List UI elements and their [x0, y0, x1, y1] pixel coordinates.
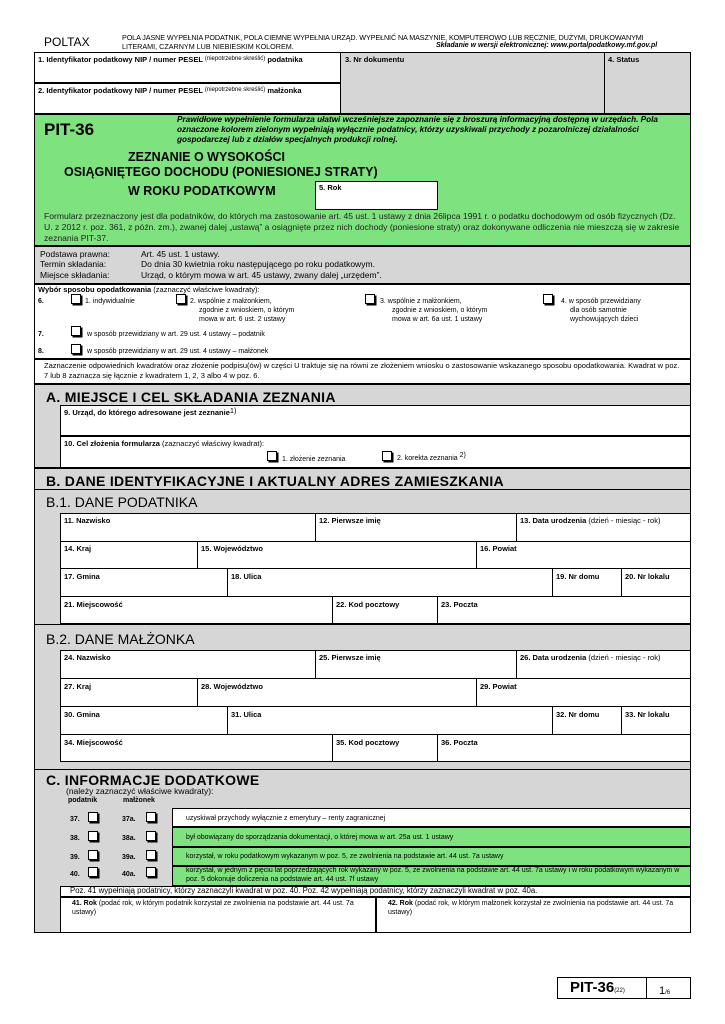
spouse-birth-date-label: 26. Data urodzenia: [520, 653, 587, 662]
voivodeship-label: 15. Województwo: [201, 544, 263, 553]
option-6-3-label-3: mowa w art. 6a ust. 1 ustawy: [392, 316, 483, 323]
surname-label: 11. Nazwisko: [64, 516, 111, 525]
option-7-label: w sposób przewidziany w art. 29 ust. 4 ustawy – podatnik: [87, 331, 265, 338]
tax-year-label: 5. Rok: [319, 183, 342, 192]
row-37-taxpayer-checkbox[interactable]: [88, 812, 98, 822]
section-b-title: B. DANE IDENTYFIKACYJNE I AKTUALNY ADRES ZAMIESZKANIA: [46, 473, 504, 489]
option-6-3-label-1: 3. wspólnie z małżonkiem,: [380, 298, 462, 305]
footer-form-code: [570, 979, 625, 997]
option-6-2-checkbox[interactable]: [176, 294, 186, 304]
row-37-spouse-checkbox[interactable]: [146, 812, 156, 822]
instructions-line-1: POLA JASNE WYPEŁNIA PODATNIK, POLA CIEMNE WYPEŁNIA URZĄD. WYPEŁNIĆ NA MASZYNIE, KOMPUTEROWO LUB RĘCZNIE, DUŻYMI, DRUKOWANYMI: [122, 33, 644, 42]
house-number-label: 19. Nr domu: [556, 572, 600, 581]
street-field[interactable]: [228, 568, 552, 596]
row-37a-number: 37a.: [122, 816, 136, 823]
row-38-taxpayer-checkbox[interactable]: [88, 831, 98, 841]
form-purpose-label: 10. Cel złożenia formularza: [64, 439, 160, 448]
nip-spouse-note: (niepotrzebne skreślić): [204, 87, 266, 93]
purpose-correction: [397, 452, 466, 462]
section-b1-title: B.1. DANE PODATNIKA: [46, 494, 198, 510]
spouse-postal-code-label: 35. Kod pocztowy: [336, 738, 400, 747]
footer-divider: [646, 977, 647, 999]
option-6-4-label-2: dla osób samotnie: [570, 307, 627, 314]
row-40-taxpayer-checkbox[interactable]: [88, 867, 98, 877]
row-38-spouse-checkbox[interactable]: [146, 831, 156, 841]
option-6-4-checkbox[interactable]: [543, 294, 553, 304]
nip-taxpayer-field[interactable]: [34, 52, 341, 83]
country-label: 14. Kraj: [64, 544, 92, 553]
row-39-taxpayer-checkbox[interactable]: [88, 850, 98, 860]
nip-taxpayer-note: (niepotrzebne skreślić): [204, 56, 266, 62]
form-code-title: PIT-36: [44, 120, 95, 139]
field-42: [388, 899, 683, 917]
form-title-line-3: W ROKU PODATKOWYM: [128, 184, 276, 198]
option-6-3-label-2: zgodnie z wnioskiem, o którym: [392, 307, 488, 314]
page-total: /6: [665, 990, 671, 996]
birth-date: [520, 516, 660, 525]
nip-spouse-suffix: małżonka: [267, 86, 302, 95]
status-label: 4. Status: [608, 55, 640, 64]
option-6-3-checkbox[interactable]: [365, 294, 375, 304]
first-name-label: 12. Pierwsze imię: [319, 516, 381, 525]
birth-date-format: (dzień - miesiąc - rok): [588, 516, 661, 525]
instructions-line-2: LITERAMI, CZARNYM LUB NIEBIESKIM KOLOREM.: [122, 42, 294, 51]
purpose-submission-checkbox[interactable]: [267, 451, 277, 461]
option-6-2-label-3: mowa w art. 6 ust. 2 ustawy: [199, 316, 286, 323]
column-taxpayer: podatnik: [68, 797, 98, 804]
row-40-text: korzystał, w jednym z pięciu lat poprzedzających rok wykazany w poz. 5, ze zwolnienia na podstawie art. 44 ust. 7a ustawy i w roku podatkowym wykazanym w poz. 5 dokonuje doliczenia na podstawie art. 44 ust. 7f ustawy: [186, 867, 680, 883]
taxation-method-hint: (zaznaczyć właściwe kwadraty):: [153, 285, 260, 294]
option-6-4-label-1: 4. w sposób przewidziany: [561, 298, 641, 305]
spouse-house-number-label: 32. Nr domu: [556, 710, 600, 719]
option-6-4-label-3: wychowujących dzieci: [570, 316, 639, 323]
page-number: [659, 981, 670, 999]
spouse-first-name-label: 25. Pierwsze imię: [319, 653, 381, 662]
section-a-title: A. MIEJSCE I CEL SKŁADANIA ZEZNANIA: [46, 389, 336, 405]
deadline-label: Termin składania:: [40, 259, 107, 269]
purpose-submission-label: 1. złożenie zeznania: [282, 456, 346, 463]
spouse-surname-label: 24. Nazwisko: [64, 653, 111, 662]
deadline-value: Do dnia 30 kwietnia roku następującego po roku podatkowym.: [141, 259, 375, 269]
section-c-title: C. INFORMACJE DODATKOWE: [46, 772, 260, 788]
spouse-locality-label: 34. Miejscowość: [64, 738, 123, 747]
option-6-1-checkbox[interactable]: [71, 294, 81, 304]
field-41-hint: (podać rok, w którym podatnik korzystał ze zwolnienia na podstawie art. 44 ust. 7a ustawy): [72, 900, 354, 916]
birth-date-label: 13. Data urodzenia: [520, 516, 587, 525]
place-value: Urząd, o którym mowa w art. 45 ustawy, zwany dalej „urzędem”.: [141, 270, 382, 280]
form-purpose-field: [60, 436, 691, 468]
form-purpose-hint: (zaznaczyć właściwy kwadrat):: [161, 439, 265, 448]
taxation-method-title: Wybór sposobu opodatkowania: [38, 285, 152, 294]
purpose-correction-footnote: 2): [459, 452, 466, 459]
footer-code: PIT-36: [570, 979, 615, 996]
spouse-birth-date: [520, 653, 660, 662]
document-number-label: 3. Nr dokumentu: [345, 55, 405, 64]
option-6-1-label: 1. indywidualnie: [85, 298, 135, 305]
row-37-text: uzyskiwał przychody wyłącznie z emerytury – renty zagranicznej: [186, 815, 386, 822]
spouse-county-label: 29. Powiat: [480, 682, 517, 691]
spouse-birth-date-format: (dzień - miesiąc - rok): [588, 653, 661, 662]
nip-taxpayer-label: 1. Identyfikator podatkowy NIP / numer PESEL: [38, 55, 203, 64]
post-office-label: 23. Poczta: [441, 600, 478, 609]
spouse-post-office-label: 36. Poczta: [441, 738, 478, 747]
row-38-number: 38.: [70, 835, 80, 842]
page-current: 1: [659, 985, 666, 997]
spouse-street-field[interactable]: [228, 706, 552, 734]
spouse-country-label: 27. Kraj: [64, 682, 92, 691]
option-6-2-label-2: zgodnie z wnioskiem, o którym: [199, 307, 295, 314]
option-6-2-label-1: 2. wspólnie z małżonkiem,: [190, 298, 272, 305]
section-c-subtitle: (należy zaznaczyć właściwe kwadraty):: [66, 786, 214, 796]
option-8-label: w sposób przewidziany w art. 29 ust. 4 ustawy – małżonek: [87, 348, 269, 355]
nip-taxpayer-suffix: podatnika: [267, 55, 303, 64]
footer-version: (22): [614, 988, 625, 994]
option-8-checkbox[interactable]: [71, 344, 81, 354]
legal-basis-value: Art. 45 ust. 1 ustawy.: [141, 249, 220, 259]
row-39-text: korzystał, w roku podatkowym wykazanym w poz. 5, ze zwolnienia na podstawie art. 44 ust. 7a ustawy: [186, 853, 504, 860]
section-c-note: Poz. 41 wypełniają podatnicy, którzy zaznaczyli kwadrat w poz. 40. Poz. 42 wypełniają podatnicy, którzy zaznaczyli kwadrat w poz. 40a.: [70, 886, 538, 895]
purpose-correction-checkbox[interactable]: [382, 451, 392, 461]
row-37-number: 37.: [70, 816, 80, 823]
purpose-correction-label: 2. korekta zeznania: [397, 455, 458, 462]
row-40a-number: 40a.: [122, 871, 136, 878]
row-40-spouse-checkbox[interactable]: [146, 867, 156, 877]
form-intro-text: Formularz przeznaczony jest dla podatników, do których ma zastosowanie art. 45 ust. 1 ustawy z dnia 26lipca 1991 r. o podatku dochodowym od osób fizycznych (Dz. U. z 2012 r. poz. 361, z późn. zm.), zwanej dalej „ustawą” a osiągnięte przez nich dochody (poniesione straty) oraz dokonywane odliczenia nie mieszczą się w zakresie zeznania PIT-37.: [44, 211, 680, 243]
legal-basis-label: Podstawa prawna:: [40, 249, 110, 259]
place-label: Miejsce składania:: [40, 270, 110, 280]
form-title-line-1: ZEZNANIE O WYSOKOŚCI: [128, 150, 285, 164]
option-7-checkbox[interactable]: [71, 326, 81, 336]
spouse-apartment-number-label: 33. Nr lokalu: [625, 710, 670, 719]
nip-spouse-label: 2. Identyfikator podatkowy NIP / numer PESEL: [38, 86, 203, 95]
row-40-number: 40.: [70, 871, 80, 878]
tax-office-footnote: 1): [229, 406, 237, 415]
column-spouse: małżonek: [123, 797, 155, 804]
county-label: 16. Powiat: [480, 544, 517, 553]
section-b2-divider: [34, 624, 691, 625]
form-title-line-2: OSIĄGNIĘTEGO DOCHODU (PONIESIONEJ STRATY): [64, 165, 378, 179]
tax-office-label: 9. Urząd, do którego adresowane jest zeznanie: [64, 408, 230, 417]
apartment-number-label: 20. Nr lokalu: [625, 572, 670, 581]
row-39-spouse-checkbox[interactable]: [146, 850, 156, 860]
tax-office-field[interactable]: [60, 405, 691, 436]
poltax-label: POLTAX: [44, 35, 90, 49]
row-39a-number: 39a.: [122, 854, 136, 861]
section-b-divider: [34, 489, 691, 490]
municipality-label: 17. Gmina: [64, 572, 100, 581]
status-divider: [604, 52, 605, 114]
row-38a-number: 38a.: [122, 835, 136, 842]
field-42-hint: (podać rok, w którym małżonek korzystał ze zwolnienia na podstawie art. 44 ust. 7a ustawy): [388, 900, 674, 916]
row-39-number: 39.: [70, 854, 80, 861]
postal-code-label: 22. Kod pocztowy: [336, 600, 400, 609]
street-label: 18. Ulica: [231, 572, 262, 581]
spouse-street-label: 31. Ulica: [231, 710, 262, 719]
field-42-label: 42. Rok: [388, 900, 413, 907]
method-note: Zaznaczenie odpowiednich kwadratów oraz złożenie podpisu(ów) w części U traktuje się na równi ze złożeniem wniosku o zastosowanie wskazanego sposobu opodatkowania. Kwadrat w poz. 7 lub 8 zaznacza się łącznie z kwadratem 1, 2, 3 albo 4 w poz. 6.: [44, 361, 680, 380]
section-b2-title: B.2. DANE MAŁŻONKA: [46, 631, 195, 647]
option-8-number: 8.: [38, 348, 44, 355]
option-7-number: 7.: [38, 331, 44, 338]
spouse-municipality-label: 30. Gmina: [64, 710, 100, 719]
tax-year-field[interactable]: [315, 181, 438, 210]
electronic-filing-note: Składanie w wersji elektronicznej: www.portalpodatkowy.mf.gov.pl: [436, 42, 658, 49]
nip-spouse-field[interactable]: [34, 83, 341, 114]
option-6-number: 6.: [38, 298, 44, 305]
completion-note: Prawidłowe wypełnienie formularza ułatwi wcześniejsze zapoznanie się z broszurą informacyjną dostępną w urzędach. Pola oznaczone kolorem zielonym wypełniają wyłącznie podatnicy, którzy uzyskiwali przychody z pozarolniczej działalności gospodarczej lub z działów specjalnych produkcji rolnej.: [177, 115, 658, 144]
taxation-method-heading: [38, 285, 260, 294]
row-38-text: był obowiązany do sporządzania dokumentacji, o której mowa w art. 25a ust. 1 ustawy: [186, 834, 454, 841]
field-41-label: 41. Rok: [72, 900, 97, 907]
field-41: [72, 899, 362, 917]
spouse-voivodeship-label: 28. Województwo: [201, 682, 263, 691]
locality-label: 21. Miejscowość: [64, 600, 123, 609]
